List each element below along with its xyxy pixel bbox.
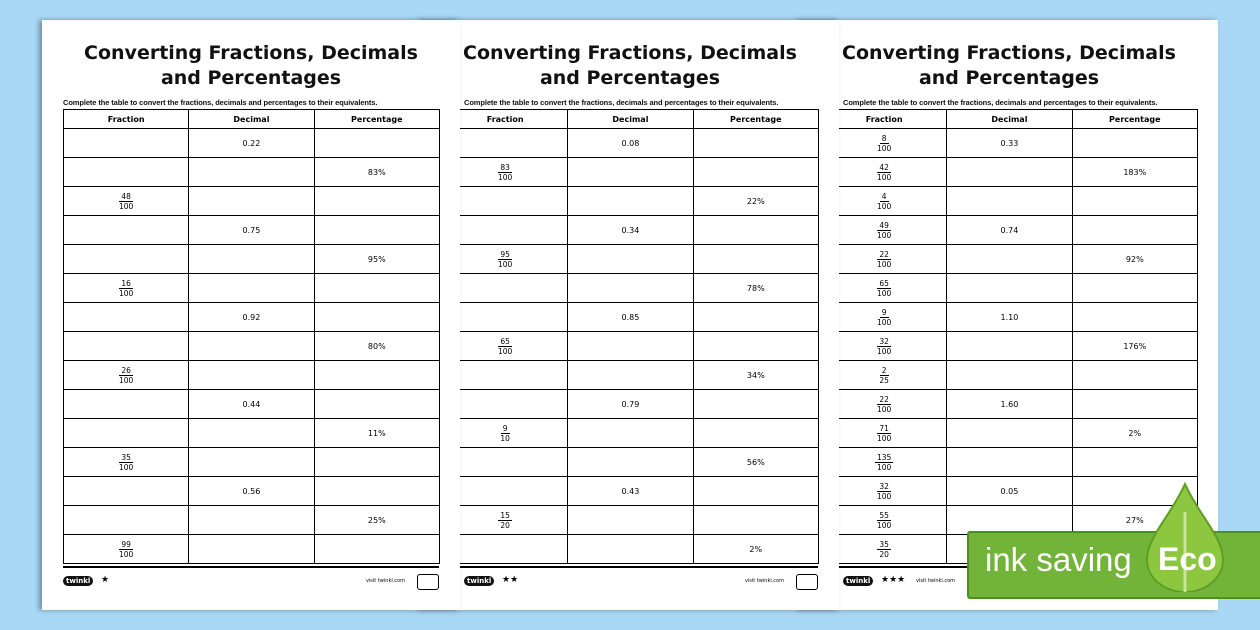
twinkl-logo: twinkl [63,576,93,586]
header-fraction: Fraction [443,110,568,129]
percentage-cell[interactable]: 83% [314,158,439,187]
table-row [443,419,819,448]
table-row [443,506,819,535]
decimal-cell[interactable] [189,274,314,303]
percentage-cell[interactable]: 56% [693,448,818,477]
fraction-cell[interactable] [443,419,568,448]
conversion-table [63,109,440,564]
fraction [877,134,891,153]
fraction [500,424,510,443]
percentage-cell[interactable]: 176% [1072,332,1197,361]
table-row [822,187,1198,216]
denominator: 100 [497,172,513,182]
decimal-cell[interactable] [568,245,693,274]
visit-link[interactable]: visit twinkl.com [744,578,784,584]
decimal-cell[interactable] [568,332,693,361]
ink-saving-label: ink saving [985,541,1132,578]
twinkl-logo: twinkl [464,576,494,586]
table-row [64,216,440,245]
table-row [822,477,1198,506]
denominator: 100 [118,288,134,298]
table-row [64,535,440,564]
fraction [119,192,133,211]
fraction-cell[interactable] [64,506,189,535]
eco-label: Eco [1158,541,1217,577]
table-row [443,245,819,274]
fraction-cell[interactable] [64,448,189,477]
fraction-cell[interactable] [64,274,189,303]
fraction-cell[interactable] [443,129,568,158]
fraction [877,221,891,240]
denominator: 100 [876,491,892,501]
decimal-cell[interactable] [947,448,1072,477]
decimal-cell[interactable] [189,535,314,564]
numerator: 65 [500,336,510,346]
header-fraction: Fraction [64,110,189,129]
footer [63,566,439,598]
table-row [822,216,1198,245]
decimal-cell[interactable] [189,187,314,216]
numerator: 8 [881,133,887,143]
title-line-2: and Percentages [160,67,342,89]
table-row [443,216,819,245]
fraction-cell[interactable] [443,477,568,506]
decimal-cell[interactable]: 0.56 [189,477,314,506]
title-line-2: and Percentages [918,67,1100,89]
percentage-cell[interactable] [1072,216,1197,245]
header-decimal: Decimal [947,110,1072,129]
fraction-cell[interactable] [64,303,189,332]
fraction-cell[interactable] [64,332,189,361]
fraction-cell[interactable] [64,390,189,419]
denominator: 20 [879,549,889,559]
fraction-cell[interactable] [443,303,568,332]
percentage-cell[interactable] [314,187,439,216]
fraction [877,250,891,269]
table-row [443,158,819,187]
decimal-cell[interactable] [189,419,314,448]
percentage-cell[interactable] [693,216,818,245]
decimal-cell[interactable]: 0.92 [189,303,314,332]
numerator: 95 [500,249,510,259]
numerator: 15 [500,510,510,520]
decimal-cell[interactable] [568,506,693,535]
decimal-cell[interactable] [189,506,314,535]
denominator: 10 [500,433,510,443]
title-line-1: Converting Fractions, Decimals [463,42,797,64]
numerator: 22 [879,249,889,259]
denominator: 100 [118,549,134,559]
fraction-cell[interactable] [822,187,947,216]
fraction-cell[interactable] [822,274,947,303]
conversion-table [821,109,1198,564]
denominator: 100 [118,201,134,211]
title-line-1: Converting Fractions, Decimals [842,42,1176,64]
table-row [64,361,440,390]
fraction-cell[interactable] [822,506,947,535]
numerator: 83 [500,162,510,172]
table-row [822,245,1198,274]
table-row [443,303,819,332]
decimal-cell[interactable]: 0.44 [189,390,314,419]
percentage-cell[interactable] [693,477,818,506]
fraction-cell[interactable] [443,216,568,245]
denominator: 20 [500,520,510,530]
visit-link[interactable]: visit twinkl.com [365,578,405,584]
decimal-cell[interactable] [947,158,1072,187]
percentage-cell[interactable] [693,129,818,158]
decimal-cell[interactable] [189,361,314,390]
fraction [498,250,512,269]
header-fraction: Fraction [822,110,947,129]
fraction [877,308,891,327]
percentage-cell[interactable] [314,129,439,158]
numerator: 16 [121,278,131,288]
denominator: 100 [876,288,892,298]
table-row [443,274,819,303]
fraction [498,337,512,356]
fraction [119,453,133,472]
fraction-cell[interactable] [64,158,189,187]
fraction-cell[interactable] [64,361,189,390]
fraction [877,192,891,211]
percentage-cell[interactable] [693,332,818,361]
decimal-cell[interactable] [568,187,693,216]
percentage-cell[interactable] [1072,361,1197,390]
decimal-cell[interactable] [568,274,693,303]
fraction-cell[interactable] [822,477,947,506]
fraction-cell[interactable] [822,419,947,448]
decimal-cell[interactable] [189,332,314,361]
worksheet-2 [421,20,839,610]
numerator: 42 [879,162,889,172]
fraction-cell[interactable] [443,332,568,361]
fraction [877,424,891,443]
header-percentage: Percentage [314,110,439,129]
title-line-1: Converting Fractions, Decimals [84,42,418,64]
numerator: 49 [879,220,889,230]
table-row [443,477,819,506]
fraction-cell[interactable] [64,419,189,448]
table-row [64,332,440,361]
decimal-cell[interactable] [947,274,1072,303]
percentage-cell[interactable] [693,390,818,419]
denominator: 100 [876,143,892,153]
table-row [443,535,819,564]
footer [442,566,818,598]
percentage-cell[interactable]: 92% [1072,245,1197,274]
fraction [498,163,512,182]
decimal-cell[interactable] [189,245,314,274]
denominator: 100 [497,259,513,269]
table-row [822,158,1198,187]
fraction-cell[interactable] [822,216,947,245]
decimal-cell[interactable] [947,361,1072,390]
fraction [498,511,512,530]
table-row [822,390,1198,419]
decimal-cell[interactable] [947,245,1072,274]
percentage-cell[interactable] [314,390,439,419]
numerator: 71 [879,423,889,433]
percentage-cell[interactable] [1072,274,1197,303]
fraction [877,511,891,530]
percentage-cell[interactable] [314,274,439,303]
table-row [822,274,1198,303]
decimal-cell[interactable] [189,158,314,187]
percentage-cell[interactable]: 95% [314,245,439,274]
table-row [822,129,1198,158]
quality-badge-icon [417,574,439,590]
numerator: 55 [879,510,889,520]
fraction-cell[interactable] [443,506,568,535]
table-row [64,129,440,158]
worksheet-1 [42,20,460,610]
difficulty-stars: ★★ [502,575,519,585]
percentage-cell[interactable] [314,477,439,506]
decimal-cell[interactable]: 0.05 [947,477,1072,506]
numerator: 65 [879,278,889,288]
percentage-cell[interactable] [1072,390,1197,419]
fraction-cell[interactable] [822,332,947,361]
percentage-cell[interactable]: 34% [693,361,818,390]
table-row [64,245,440,274]
table-row [64,477,440,506]
denominator: 25 [879,375,889,385]
table-row [443,448,819,477]
percentage-cell[interactable] [693,303,818,332]
fraction-cell[interactable] [64,129,189,158]
fraction-cell[interactable] [822,245,947,274]
decimal-cell[interactable]: 1.60 [947,390,1072,419]
page-title [42,41,460,91]
fraction [877,337,891,356]
table-row [64,303,440,332]
percentage-cell[interactable]: 27% [1072,506,1197,535]
page-title [421,41,839,91]
conversion-table [442,109,819,564]
denominator: 100 [876,317,892,327]
percentage-cell[interactable] [314,216,439,245]
percentage-cell[interactable] [314,303,439,332]
header-decimal: Decimal [189,110,314,129]
percentage-cell[interactable] [693,245,818,274]
table-row [64,506,440,535]
fraction-cell[interactable] [64,216,189,245]
fraction-cell[interactable] [822,535,947,564]
fraction-cell[interactable] [64,477,189,506]
fraction-cell[interactable] [64,245,189,274]
decimal-cell[interactable]: 0.22 [189,129,314,158]
percentage-cell[interactable]: 78% [693,274,818,303]
numerator: 9 [502,423,508,433]
header-percentage: Percentage [693,110,818,129]
fraction [877,395,891,414]
decimal-cell[interactable] [947,187,1072,216]
percentage-cell[interactable] [1072,303,1197,332]
numerator: 4 [881,191,887,201]
percentage-cell[interactable]: 22% [693,187,818,216]
table-row [64,274,440,303]
percentage-cell[interactable] [1072,129,1197,158]
header-percentage: Percentage [1072,110,1197,129]
instructions: Complete the table to convert the fractions, decimals and percentages to their equivalents. [843,98,1158,107]
decimal-cell[interactable] [947,332,1072,361]
numerator: 9 [881,307,887,317]
fraction [119,540,133,559]
numerator: 32 [879,481,889,491]
decimal-cell[interactable]: 0.33 [947,129,1072,158]
numerator: 135 [876,452,892,462]
decimal-cell[interactable] [568,448,693,477]
percentage-cell[interactable] [314,535,439,564]
percentage-cell[interactable]: 80% [314,332,439,361]
decimal-cell[interactable] [568,158,693,187]
denominator: 100 [876,259,892,269]
twinkl-logo: twinkl [843,576,873,586]
table-row [443,361,819,390]
table-row [443,390,819,419]
numerator: 99 [121,539,131,549]
table-row [64,390,440,419]
decimal-cell[interactable]: 0.79 [568,390,693,419]
denominator: 100 [118,375,134,385]
table-row [64,419,440,448]
denominator: 100 [876,201,892,211]
fraction-cell[interactable] [822,303,947,332]
decimal-cell[interactable]: 0.75 [189,216,314,245]
fraction-cell[interactable] [822,158,947,187]
fraction-cell[interactable] [443,361,568,390]
numerator: 2 [881,365,887,375]
fraction-cell[interactable] [443,158,568,187]
fraction-cell[interactable] [64,535,189,564]
table-row [822,332,1198,361]
instructions: Complete the table to convert the fractions, decimals and percentages to their equivalents. [63,98,378,107]
percentage-cell[interactable] [314,448,439,477]
denominator: 100 [876,433,892,443]
denominator: 100 [118,462,134,472]
fraction [119,279,133,298]
percentage-cell[interactable]: 2% [693,535,818,564]
difficulty-stars: ★★★ [881,575,906,585]
decimal-cell[interactable]: 0.34 [568,216,693,245]
table-row [64,187,440,216]
percentage-cell[interactable] [1072,187,1197,216]
percentage-cell[interactable] [693,158,818,187]
fraction-cell[interactable] [443,245,568,274]
numerator: 26 [121,365,131,375]
fraction-cell[interactable] [64,187,189,216]
fraction [879,366,889,385]
fraction-cell[interactable] [443,448,568,477]
fraction [877,482,891,501]
numerator: 22 [879,394,889,404]
fraction [877,540,891,559]
denominator: 100 [876,462,892,472]
decimal-cell[interactable] [189,448,314,477]
decimal-cell[interactable] [568,535,693,564]
page-title [800,41,1218,91]
fraction-cell[interactable] [822,361,947,390]
table-row [822,419,1198,448]
fraction-cell[interactable] [443,274,568,303]
decimal-cell[interactable]: 0.85 [568,303,693,332]
fraction-cell[interactable] [443,390,568,419]
percentage-cell[interactable] [693,506,818,535]
percentage-cell[interactable]: 11% [314,419,439,448]
table-row [64,448,440,477]
instructions: Complete the table to convert the fractions, decimals and percentages to their equivalents. [464,98,779,107]
quality-badge-icon [796,574,818,590]
decimal-cell[interactable] [568,361,693,390]
fraction-cell[interactable] [822,390,947,419]
decimal-cell[interactable] [947,419,1072,448]
fraction-cell[interactable] [822,129,947,158]
percentage-cell[interactable]: 25% [314,506,439,535]
table-row [443,332,819,361]
denominator: 100 [876,172,892,182]
decimal-cell[interactable] [568,419,693,448]
fraction [877,279,891,298]
denominator: 100 [876,346,892,356]
denominator: 100 [876,230,892,240]
decimal-cell[interactable]: 0.08 [568,129,693,158]
difficulty-stars: ★ [101,575,110,585]
numerator: 48 [121,191,131,201]
percentage-cell[interactable]: 183% [1072,158,1197,187]
visit-link[interactable]: visit twinkl.com [916,578,956,584]
denominator: 100 [876,404,892,414]
header-decimal: Decimal [568,110,693,129]
percentage-cell[interactable] [1072,448,1197,477]
table-row [822,448,1198,477]
decimal-cell[interactable]: 0.74 [947,216,1072,245]
table-row [822,303,1198,332]
numerator: 35 [121,452,131,462]
numerator: 32 [879,336,889,346]
percentage-cell[interactable]: 2% [1072,419,1197,448]
denominator: 100 [876,520,892,530]
table-row [443,129,819,158]
title-line-2: and Percentages [539,67,721,89]
fraction-cell[interactable] [443,187,568,216]
table-row [822,361,1198,390]
fraction [877,163,891,182]
decimal-cell[interactable]: 0.43 [568,477,693,506]
percentage-cell[interactable] [314,361,439,390]
table-row [64,158,440,187]
fraction-cell[interactable] [443,535,568,564]
fraction [875,453,893,472]
numerator: 35 [879,539,889,549]
fraction [119,366,133,385]
percentage-cell[interactable] [693,419,818,448]
table-row [443,187,819,216]
denominator: 100 [497,346,513,356]
fraction-cell[interactable] [822,448,947,477]
decimal-cell[interactable]: 1.10 [947,303,1072,332]
